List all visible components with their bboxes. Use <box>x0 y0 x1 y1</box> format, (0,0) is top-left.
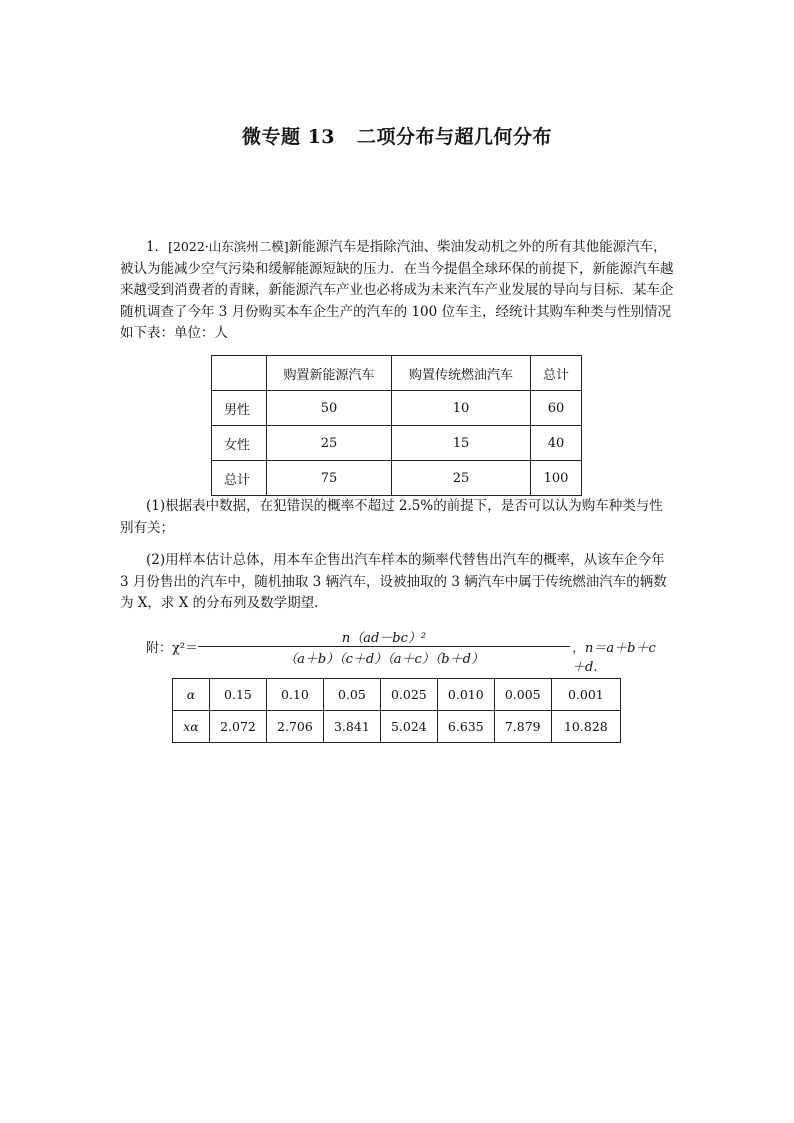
table-cell: 75 <box>267 461 392 496</box>
formula-denominator: （a＋b）（c＋d）（a＋c）（b＋d） <box>284 652 484 667</box>
table-row <box>173 679 621 711</box>
table-header-row <box>212 356 582 391</box>
page-title <box>0 122 794 149</box>
question-1: (1)根据表中数据，在犯错误的概率不超过 2.5%的前提下，是否可以认为购车种类与性别有关； <box>120 498 663 536</box>
formula-fraction <box>198 627 570 666</box>
problem-statement <box>120 236 676 345</box>
alpha-cell: 0.005 <box>494 679 551 711</box>
table-cell: 女性 <box>212 426 267 461</box>
problem-text: 新能源汽车是指除汽油、柴油发动机之外的所有其他能源汽车，被认为能减少空气污染和缓解能源短缺的压力．在当今提倡全球环保的前提下，新能源汽车越来越受到消费者的青睐，新能源汽车产业也必将成为未来汽车产业发展的导向与目标．某车企随机调查了今年 3 月份购买本车企生产的汽车的 100 位车主，经统计其购车种类与性别情况如下表：单位：人 <box>120 239 674 341</box>
x-alpha-label: xα <box>173 711 210 743</box>
table-cell: 15 <box>392 426 531 461</box>
x-alpha-cell: 3.841 <box>323 711 380 743</box>
table-cell: 10 <box>392 391 531 426</box>
x-alpha-cell: 6.635 <box>437 711 494 743</box>
table-row <box>212 461 582 496</box>
critical-value-table <box>172 678 621 743</box>
table-row <box>173 711 621 743</box>
title-number: 13 <box>307 126 336 148</box>
formula-lead: 附：χ²＝ <box>146 641 199 656</box>
table-cell: 60 <box>531 391 582 426</box>
x-alpha-cell: 7.879 <box>494 711 551 743</box>
title-prefix: 微专题 <box>241 126 301 148</box>
table-cell: 40 <box>531 426 582 461</box>
formula-tail: ，n＝a＋b＋c＋d. <box>572 641 656 675</box>
x-alpha-cell: 5.024 <box>380 711 437 743</box>
table-cell: 总计 <box>212 461 267 496</box>
problem-number: 1． <box>146 239 169 255</box>
x-alpha-cell: 10.828 <box>551 711 620 743</box>
x-alpha-cell: 2.706 <box>266 711 323 743</box>
question-2: (2)用样本估计总体，用本车企售出汽车样本的频率代替售出汽车的概率，从该车企今年 3 月份售出的汽车中，随机抽取 3 辆汽车，设被抽取的 3 辆汽车中属于传统燃油汽车的辆数为 X，求 X 的分布列及数学期望． <box>120 552 667 611</box>
table-cell: 25 <box>392 461 531 496</box>
table-header-cell <box>212 356 267 391</box>
table-cell: 男性 <box>212 391 267 426</box>
x-alpha-cell: 2.072 <box>210 711 267 743</box>
table-header-cell: 总计 <box>531 356 582 391</box>
table-row <box>212 391 582 426</box>
alpha-label: α <box>173 679 210 711</box>
alpha-cell: 0.10 <box>266 679 323 711</box>
alpha-cell: 0.010 <box>437 679 494 711</box>
table-cell: 100 <box>531 461 582 496</box>
chi-square-formula <box>146 627 666 675</box>
formula-numerator: n（ad－bc）² <box>341 631 427 646</box>
table-cell: 25 <box>267 426 392 461</box>
table-row <box>212 426 582 461</box>
alpha-cell: 0.15 <box>210 679 267 711</box>
survey-table <box>211 355 582 496</box>
alpha-cell: 0.001 <box>551 679 620 711</box>
table-header-cell: 购置传统燃油汽车 <box>392 356 531 391</box>
table-header-cell: 购置新能源汽车 <box>267 356 392 391</box>
fraction-bar <box>198 646 570 647</box>
problem-source: [2022·山东滨州二模] <box>168 239 289 254</box>
table-cell: 50 <box>267 391 392 426</box>
alpha-cell: 0.05 <box>323 679 380 711</box>
alpha-cell: 0.025 <box>380 679 437 711</box>
title-text: 二项分布与超几何分布 <box>357 126 553 148</box>
